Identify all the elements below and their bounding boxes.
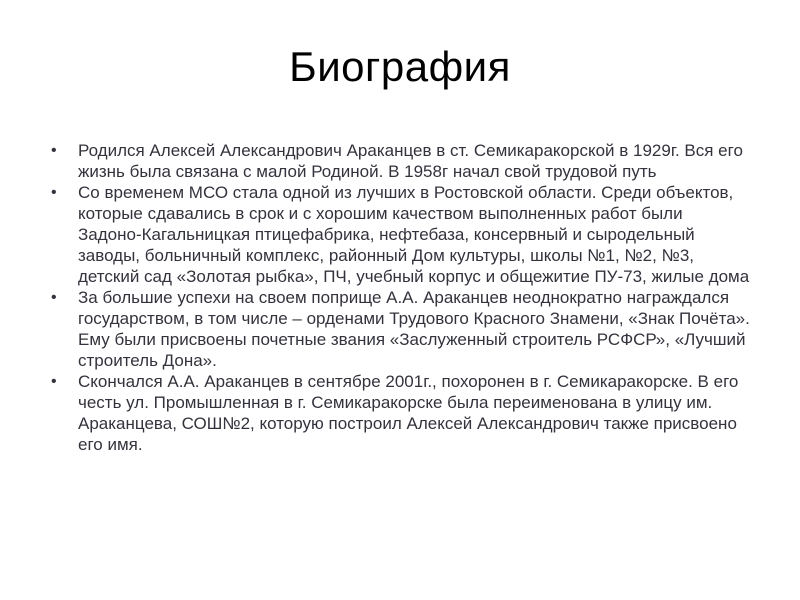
bullet-item: [40, 182, 750, 287]
bullet-item: [40, 140, 750, 182]
bullet-text: Родился Алексей Александрович Араканцев в ст. Семикаракорской в 1929г. Вся его жизнь была связана с малой Родиной. В 1958г начал свой трудовой путь: [78, 141, 743, 181]
bullet-text: Со временем МСО стала одной из лучших в Ростовской области. Среди объектов, которые сдавались в срок и с хорошим качеством выполненных работ были Задоно-Кагальницкая птицефабрика, нефтебаза, консервный и сыродельный заводы, больничный комплекс, районный Дом культуры, школы №1, №2, №3, детский сад «Золотая рыбка», ПЧ, учебный корпус и общежитие ПУ-73, жилые дома: [78, 183, 750, 286]
bullet-dot-icon: •: [51, 184, 57, 201]
bullet-text: За большие успехи на своем поприще А.А. Араканцев неоднократно награждался государством, в том числе – орденами Трудового Красного Знамени, «Знак Почёта». Ему были присвоены почетные звания «Заслуженный строитель РСФСР», «Лучший строитель Дона».: [78, 288, 750, 370]
bullet-dot-icon: •: [51, 142, 57, 159]
bullet-list: [40, 140, 750, 455]
bullet-text: Скончался А.А. Араканцев в сентябре 2001г., похоронен в г. Семикаракорске. В его честь ул. Промышленная в г. Семикаракорске была переименована в улицу им. Араканцева, СОШ№2, которую построил Алексей Александрович также присвоено его имя.: [78, 372, 739, 454]
bullet-dot-icon: •: [51, 373, 57, 390]
bullet-dot-icon: •: [51, 289, 57, 306]
slide-title: Биография: [289, 43, 511, 90]
bullet-item: [40, 371, 750, 455]
bullet-item: [40, 287, 750, 371]
